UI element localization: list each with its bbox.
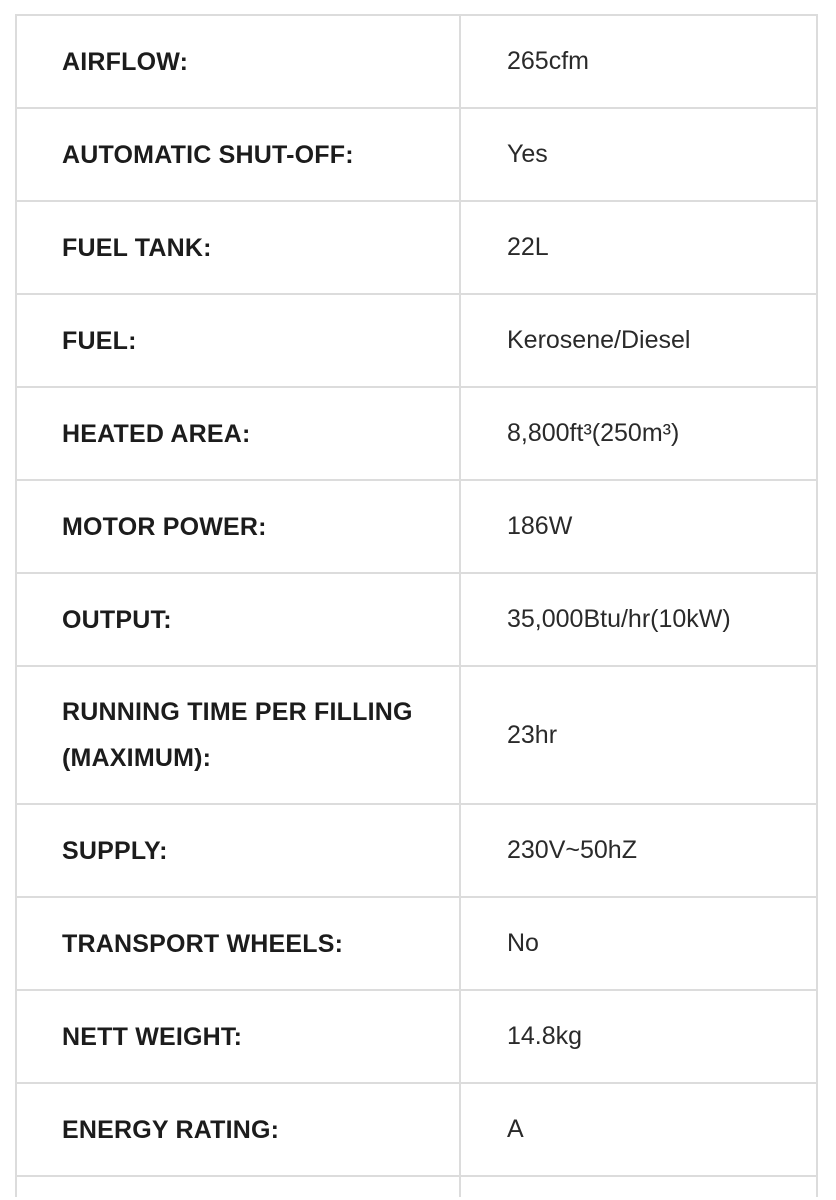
spec-row-fuel-tank	[16, 201, 817, 294]
spec-row-heated-area	[16, 387, 817, 480]
spec-label: OUTPUT:	[16, 573, 460, 666]
spec-label: RUNNING TIME PER FILLING (MAXIMUM):	[16, 666, 460, 804]
spec-row-motor-power	[16, 480, 817, 573]
spec-row-energy-rating	[16, 1083, 817, 1176]
spec-value: Kerosene/Diesel	[460, 294, 817, 387]
spec-label-empty	[16, 1176, 460, 1197]
spec-label: MOTOR POWER:	[16, 480, 460, 573]
spec-row-fuel	[16, 294, 817, 387]
spec-label: TRANSPORT WHEELS:	[16, 897, 460, 990]
spec-row-transport-wheels	[16, 897, 817, 990]
spec-table	[15, 14, 818, 1197]
spec-value: A	[460, 1083, 817, 1176]
spec-label: NETT WEIGHT:	[16, 990, 460, 1083]
spec-value: 23hr	[460, 666, 817, 804]
spec-value: 22L	[460, 201, 817, 294]
spec-row-output	[16, 573, 817, 666]
spec-label: AIRFLOW:	[16, 15, 460, 108]
spec-value: 230V~50hZ	[460, 804, 817, 897]
spec-label: SUPPLY:	[16, 804, 460, 897]
spec-value: 14.8kg	[460, 990, 817, 1083]
spec-table-body	[16, 15, 817, 1197]
spec-label: FUEL TANK:	[16, 201, 460, 294]
spec-value: 35,000Btu/hr(10kW)	[460, 573, 817, 666]
spec-value: 186W	[460, 480, 817, 573]
spec-label: AUTOMATIC SHUT-OFF:	[16, 108, 460, 201]
spec-row-supply	[16, 804, 817, 897]
spec-row-running-time	[16, 666, 817, 804]
spec-row-automatic-shut-off	[16, 108, 817, 201]
spec-row-nett-weight	[16, 990, 817, 1083]
spec-row-airflow	[16, 15, 817, 108]
spec-label: FUEL:	[16, 294, 460, 387]
spec-label: ENERGY RATING:	[16, 1083, 460, 1176]
spec-value-empty	[460, 1176, 817, 1197]
spec-value: 8,800ft³(250m³)	[460, 387, 817, 480]
spec-label: HEATED AREA:	[16, 387, 460, 480]
spec-value: No	[460, 897, 817, 990]
spec-value: Yes	[460, 108, 817, 201]
spec-value: 265cfm	[460, 15, 817, 108]
spec-row-cut-off	[16, 1176, 817, 1197]
